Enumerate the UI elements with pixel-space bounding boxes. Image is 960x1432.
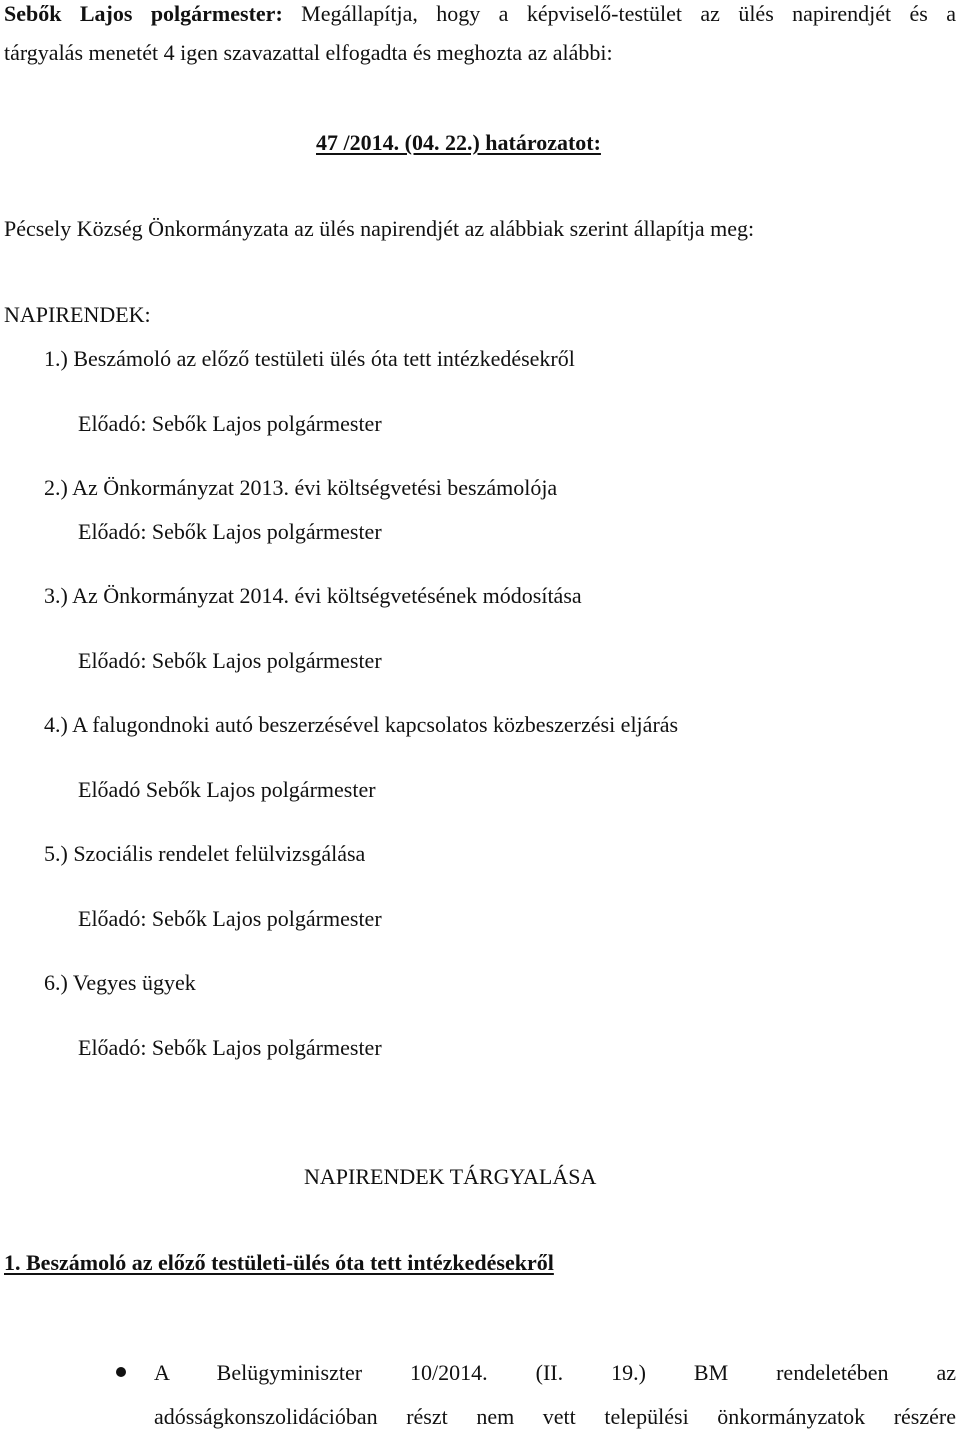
intro-line-1 bbox=[4, 1, 956, 27]
agenda-item-1-presenter: Előadó: Sebők Lajos polgármester bbox=[78, 411, 382, 436]
agenda-item-5-title: 5.) Szociális rendelet felülvizsgálása bbox=[44, 841, 366, 866]
speaker-name: Sebők Lajos polgármester: bbox=[4, 1, 283, 26]
agenda-item-6-title: 6.) Vegyes ügyek bbox=[44, 970, 196, 995]
intro-line-2: tárgyalás menetét 4 igen szavazattal elfogadta és meghozta az alábbi: bbox=[4, 40, 613, 65]
intro-text-1: Megállapítja, hogy a képviselő-testület az ülés napirendjét és a bbox=[282, 1, 956, 26]
bullet-icon bbox=[116, 1367, 126, 1377]
resolution-statement: Pécsely Község Önkormányzata az ülés napirendjét az alábbiak szerint állapítja meg: bbox=[4, 216, 755, 241]
agenda-item-4-presenter: Előadó Sebők Lajos polgármester bbox=[78, 777, 376, 802]
agenda-item-1-title: 1.) Beszámoló az előző testületi ülés óta tett intézkedésekről bbox=[44, 346, 575, 371]
agenda-heading: NAPIRENDEK: bbox=[4, 302, 151, 327]
agenda-item-4-title: 4.) A falugondnoki autó beszerzésével kapcsolatos közbeszerzési eljárás bbox=[44, 712, 679, 737]
resolution-number: 47 /2014. (04. 22.) határozatot: bbox=[316, 130, 601, 155]
bullet-line-2: adósságkonszolidációban részt nem vett települési önkormányzatok részére bbox=[154, 1404, 956, 1429]
section-1-title: 1. Beszámoló az előző testületi-ülés óta tett intézkedésekről bbox=[4, 1250, 554, 1275]
agenda-item-6-presenter: Előadó: Sebők Lajos polgármester bbox=[78, 1035, 382, 1060]
agenda-item-2-presenter: Előadó: Sebők Lajos polgármester bbox=[78, 519, 382, 544]
bullet-line-1: A Belügyminiszter 10/2014. (II. 19.) BM rendeletében az bbox=[154, 1360, 956, 1385]
agenda-item-3-presenter: Előadó: Sebők Lajos polgármester bbox=[78, 648, 382, 673]
agenda-item-3-title: 3.) Az Önkormányzat 2014. évi költségvetésének módosítása bbox=[44, 583, 582, 608]
agenda-item-2-title: 2.) Az Önkormányzat 2013. évi költségvetési beszámolója bbox=[44, 475, 558, 500]
agenda-item-5-presenter: Előadó: Sebők Lajos polgármester bbox=[78, 906, 382, 931]
discussion-heading: NAPIRENDEK TÁRGYALÁSA bbox=[304, 1164, 597, 1189]
